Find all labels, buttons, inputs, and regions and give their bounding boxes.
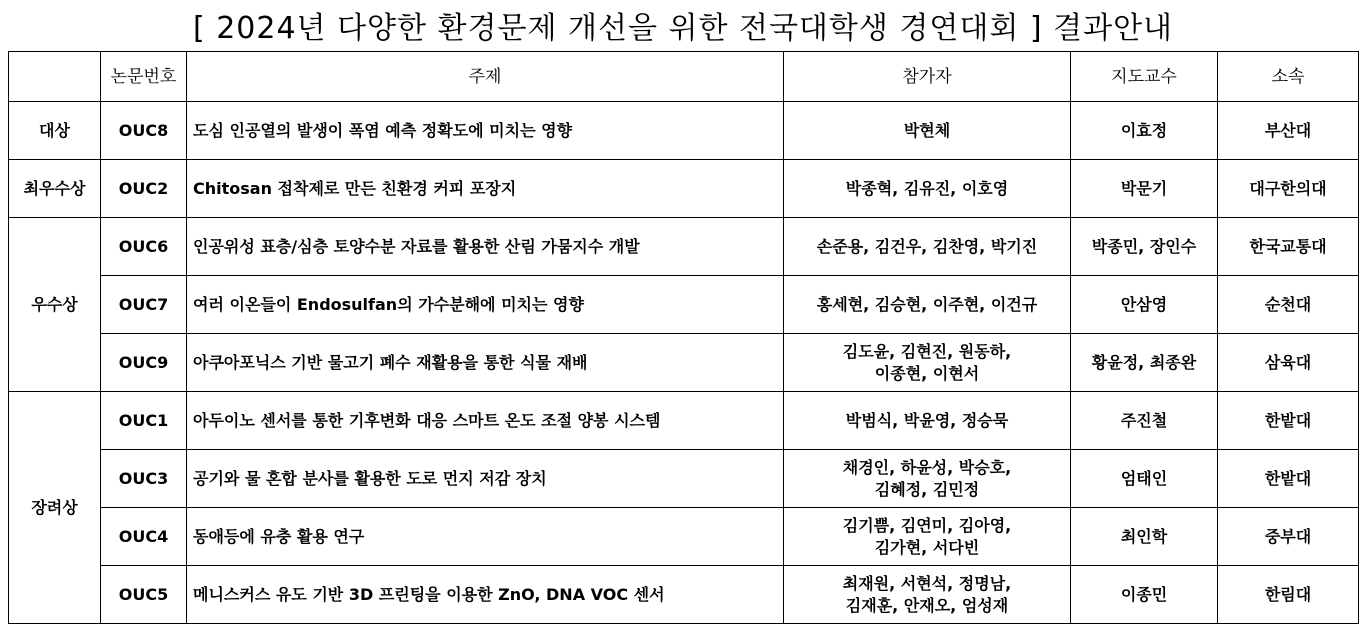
participants-cell xyxy=(784,160,1071,218)
participants-line: 최재원, 서현석, 정명남, xyxy=(842,573,1012,593)
table-row xyxy=(9,392,1359,450)
affiliation-cell: 한국교통대 xyxy=(1218,218,1359,276)
advisor-cell: 박문기 xyxy=(1071,160,1218,218)
participants-line: 이종현, 이현서 xyxy=(874,363,980,383)
award-cell: 장려상 xyxy=(9,392,101,624)
participants-cell xyxy=(784,334,1071,392)
topic-cell: 공기와 물 혼합 분사를 활용한 도로 먼지 저감 장치 xyxy=(187,450,784,508)
advisor-cell: 안삼영 xyxy=(1071,276,1218,334)
participants-cell xyxy=(784,276,1071,334)
topic-cell: Chitosan 접착제로 만든 친환경 커피 포장지 xyxy=(187,160,784,218)
participants-cell xyxy=(784,102,1071,160)
advisor-cell: 주진철 xyxy=(1071,392,1218,450)
paper-number-cell: OUC3 xyxy=(101,450,187,508)
award-cell: 우수상 xyxy=(9,218,101,392)
page-title: [ 2024년 다양한 환경문제 개선을 위한 전국대학생 경연대회 ] 결과안내 xyxy=(192,11,1174,46)
paper-number-cell: OUC9 xyxy=(101,334,187,392)
affiliation-cell: 순천대 xyxy=(1218,276,1359,334)
affiliation-cell: 부산대 xyxy=(1218,102,1359,160)
header-participants: 참가자 xyxy=(784,52,1071,102)
table-row xyxy=(9,334,1359,392)
paper-number-cell: OUC5 xyxy=(101,566,187,624)
award-cell: 최우수상 xyxy=(9,160,101,218)
participants-line: 김기쁨, 김연미, 김아영, xyxy=(842,515,1012,535)
participants-line: 박범식, 박윤영, 정승묵 xyxy=(845,410,1009,430)
participants-line: 김가현, 서다빈 xyxy=(874,537,980,557)
participants-cell xyxy=(784,508,1071,566)
table-row xyxy=(9,508,1359,566)
header-topic: 주제 xyxy=(187,52,784,102)
topic-cell: 인공위성 표층/심층 토양수분 자료를 활용한 산림 가뭄지수 개발 xyxy=(187,218,784,276)
table-row xyxy=(9,276,1359,334)
paper-number-cell: OUC7 xyxy=(101,276,187,334)
participants-line: 채경인, 하윤성, 박승호, xyxy=(842,457,1012,477)
affiliation-cell: 삼육대 xyxy=(1218,334,1359,392)
paper-number-cell: OUC8 xyxy=(101,102,187,160)
table-header-row xyxy=(9,52,1359,102)
paper-number-cell: OUC4 xyxy=(101,508,187,566)
advisor-cell: 엄태인 xyxy=(1071,450,1218,508)
table-row xyxy=(9,102,1359,160)
affiliation-cell: 중부대 xyxy=(1218,508,1359,566)
award-cell: 대상 xyxy=(9,102,101,160)
participants-line: 홍세현, 김승현, 이주현, 이건규 xyxy=(816,294,1038,314)
participants-line: 김재훈, 안재오, 엄성재 xyxy=(845,595,1009,615)
affiliation-cell: 한밭대 xyxy=(1218,450,1359,508)
header-paper-number: 논문번호 xyxy=(101,52,187,102)
paper-number-cell: OUC1 xyxy=(101,392,187,450)
topic-cell: 아쿠아포닉스 기반 물고기 폐수 재활용을 통한 식물 재배 xyxy=(187,334,784,392)
advisor-cell: 이종민 xyxy=(1071,566,1218,624)
paper-number-cell: OUC6 xyxy=(101,218,187,276)
results-table xyxy=(8,51,1359,624)
topic-cell: 여러 이온들이 Endosulfan의 가수분해에 미치는 영향 xyxy=(187,276,784,334)
participants-cell xyxy=(784,392,1071,450)
table-row xyxy=(9,160,1359,218)
affiliation-cell: 한림대 xyxy=(1218,566,1359,624)
advisor-cell: 황윤정, 최종완 xyxy=(1071,334,1218,392)
topic-cell: 도심 인공열의 발생이 폭염 예측 정확도에 미치는 영향 xyxy=(187,102,784,160)
advisor-cell: 박종민, 장인수 xyxy=(1071,218,1218,276)
participants-line: 김도윤, 김현진, 원동하, xyxy=(842,341,1012,361)
participants-line: 박종혁, 김유진, 이호영 xyxy=(845,178,1009,198)
topic-cell: 메니스커스 유도 기반 3D 프린팅을 이용한 ZnO, DNA VOC 센서 xyxy=(187,566,784,624)
topic-cell: 아두이노 센서를 통한 기후변화 대응 스마트 온도 조절 양봉 시스템 xyxy=(187,392,784,450)
participants-line: 손준용, 김건우, 김찬영, 박기진 xyxy=(816,236,1038,256)
table-row xyxy=(9,566,1359,624)
participants-cell xyxy=(784,566,1071,624)
results-table-body xyxy=(9,52,1359,624)
paper-number-cell: OUC2 xyxy=(101,160,187,218)
affiliation-cell: 한밭대 xyxy=(1218,392,1359,450)
participants-line: 박현체 xyxy=(903,120,951,140)
participants-cell xyxy=(784,450,1071,508)
header-award xyxy=(9,52,101,102)
participants-line: 김혜정, 김민정 xyxy=(874,479,980,499)
table-row xyxy=(9,218,1359,276)
table-row xyxy=(9,450,1359,508)
header-affiliation: 소속 xyxy=(1218,52,1359,102)
participants-cell xyxy=(784,218,1071,276)
header-advisor: 지도교수 xyxy=(1071,52,1218,102)
advisor-cell: 이효정 xyxy=(1071,102,1218,160)
affiliation-cell: 대구한의대 xyxy=(1218,160,1359,218)
topic-cell: 동애등에 유충 활용 연구 xyxy=(187,508,784,566)
advisor-cell: 최인학 xyxy=(1071,508,1218,566)
